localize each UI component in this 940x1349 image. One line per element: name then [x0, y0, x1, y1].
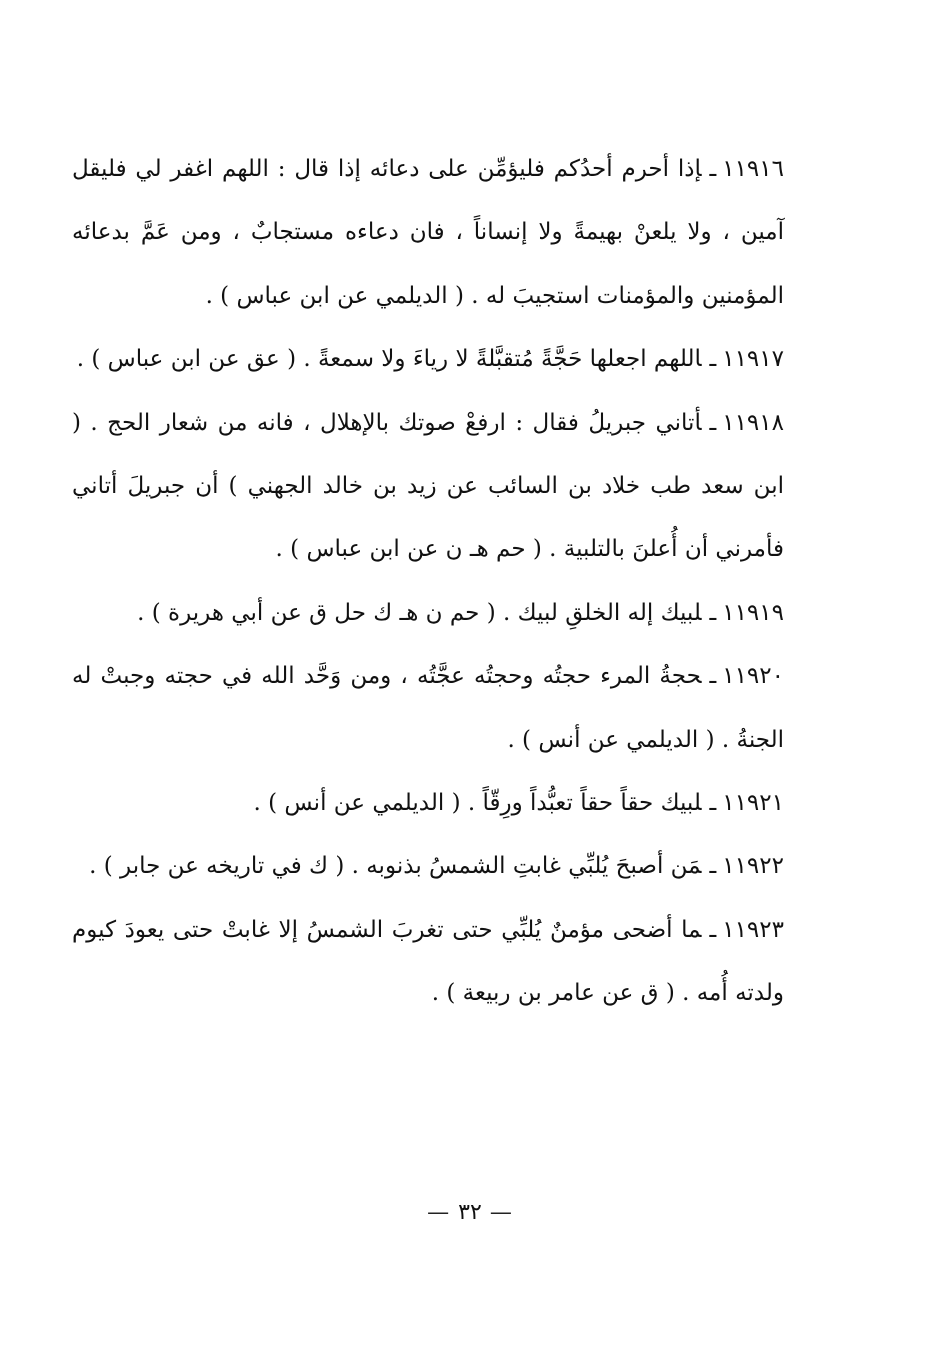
entry-number: ١١٩١٨: [722, 409, 784, 436]
page-number-dash-left: —: [489, 1200, 513, 1225]
entry-number: ١١٩٢٠: [722, 663, 784, 690]
page-number: [0, 1200, 940, 1225]
entry-separator: ـ: [709, 156, 717, 182]
hadith-entry-11921: [72, 772, 784, 835]
hadith-entry-11919: [72, 582, 784, 645]
entry-number: ١١٩٢١: [722, 790, 784, 817]
entry-number: ١١٩١٦: [722, 156, 784, 182]
entry-separator: ـ: [709, 409, 717, 436]
entry-text: ما أضحى مؤمنٌ يُلبِّي حتى تغربَ الشمسُ إلا غابتْ حتى يعودَ كيوم ولدته أُمه . ( ق عن عامر بن ربيعة ) .: [72, 916, 784, 1007]
entry-text: لبيك حقاً حقاً تعبُّداً ورِقّاً . ( الديلمي عن أنس ) .: [253, 790, 702, 817]
entry-text: اللهم اجعلها حَجَّةً مُتقبَّلةً لا رياءَ ولا سمعةً . ( عق عن ابن عباس ) .: [76, 346, 702, 373]
page-number-value: ٣٢: [458, 1200, 482, 1225]
entry-text: إذا أحرم أحدُكم فليؤمِّن على دعائه إذا قال : اللهم اغفر لي فليقل آمين ، ولا يلعنْ بهيمةً ولا إنساناً ، فان دعاءه مستجابٌ ، ومن عَمَّ بدعائه المؤمنين والمؤمنات استجيبَ له . ( الديلمي عن ابن عباس ) .: [72, 156, 784, 309]
entry-number: ١١٩٢٢: [722, 853, 784, 880]
hadith-entry-11923: [72, 899, 784, 1026]
entry-separator: ـ: [709, 790, 717, 817]
entry-separator: ـ: [709, 853, 717, 880]
hadith-entry-11918: [72, 392, 784, 582]
hadith-entry-11917: [72, 328, 784, 391]
page-number-dash-right: —: [427, 1200, 451, 1225]
entry-separator: ـ: [709, 663, 717, 690]
entry-separator: ـ: [709, 916, 717, 943]
entry-number: ١١٩١٧: [722, 346, 784, 373]
hadith-entry-11916: [72, 138, 784, 328]
entry-separator: ـ: [709, 599, 717, 626]
entry-text: لبيك إله الخلقِ لبيك . ( حم ن هـ ك حل ق عن أبي هريرة ) .: [137, 599, 702, 626]
entry-text: أتاني جبريلُ فقال : ارفعْ صوتك بالإهلال ، فانه من شعار الحج . ( ابن سعد طب خلاد بن السائب عن زيد بن خالد الجهني ) أن جبريلَ أتاني فأمرني أن أُعلنَ بالتلبية . ( حم هـ ن عن ابن عباس ) .: [72, 409, 784, 563]
hadith-text-block: [72, 138, 784, 1026]
entry-number: ١١٩١٩: [722, 599, 784, 626]
entry-number: ١١٩٢٣: [722, 916, 784, 943]
entry-separator: ـ: [709, 346, 717, 373]
entry-text: حجةُ المرء حجتُه وحجتُه عجَّتُه ، ومن وَحَّد الله في حجته وجبتْ له الجنةُ . ( الديلمي عن أنس ) .: [72, 663, 784, 753]
hadith-entry-11922: [72, 835, 784, 898]
entry-text: مَن أصبحَ يُلبِّي غابتِ الشمسُ بذنوبه . ( ك في تاريخه عن جابر ) .: [89, 853, 702, 880]
hadith-entry-11920: [72, 645, 784, 772]
